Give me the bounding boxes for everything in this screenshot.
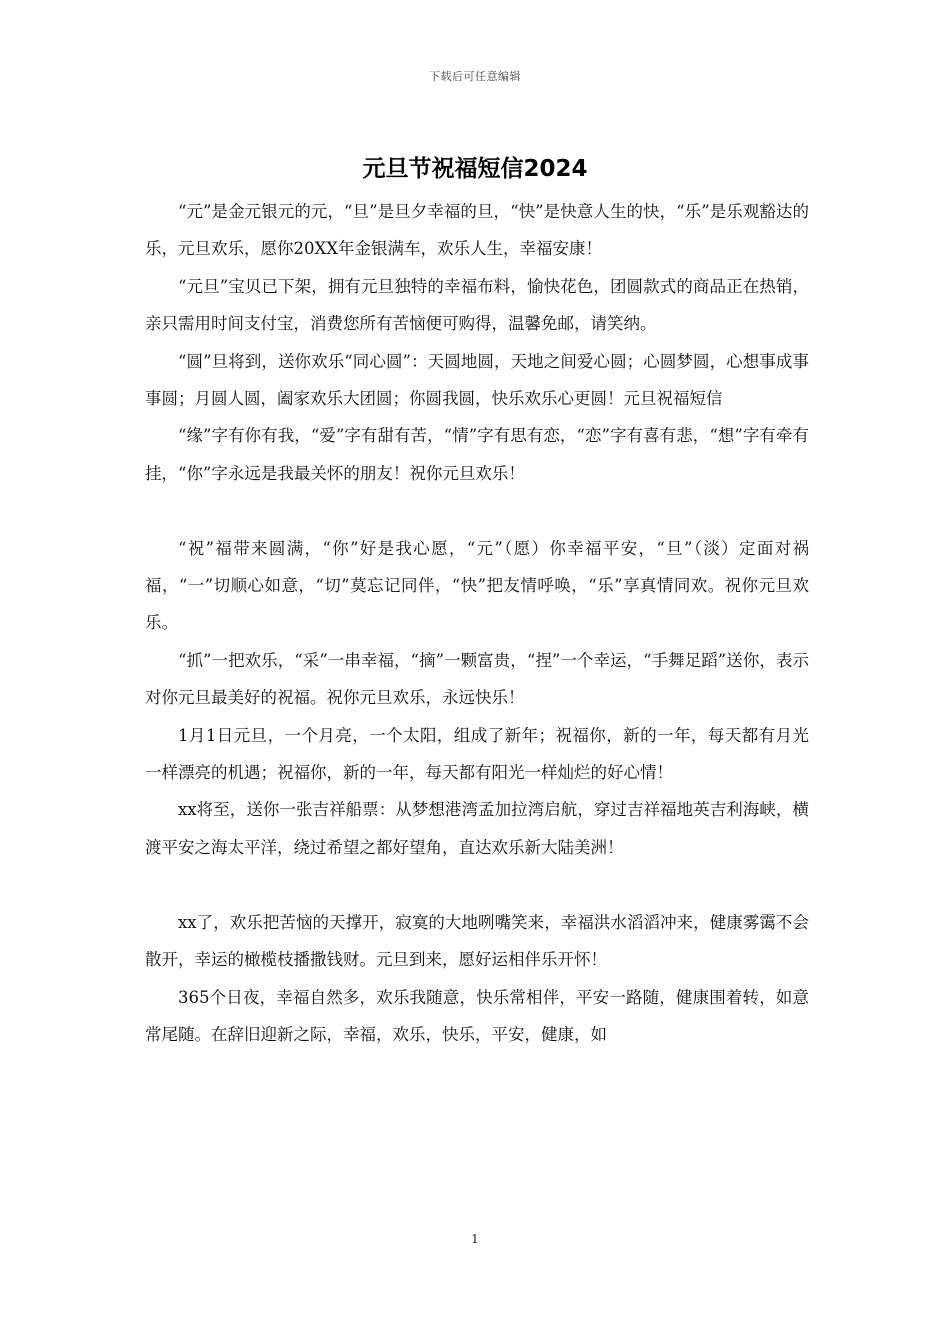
paragraph: “元”是金元银元的元，“旦”是旦夕幸福的旦，“快”是快意人生的快，“乐”是乐观豁达的乐，元旦欢乐，愿你20XX年金银满车，欢乐人生，幸福安康！: [145, 202, 809, 259]
paragraph: “元旦”宝贝已下架，拥有元旦独特的幸福布料，愉快花色，团圆款式的商品正在热销，亲只需用时间支付宝，消费您所有苦恼便可购得，温馨免邮，请笑纳。: [145, 276, 809, 334]
paragraph: xx了，欢乐把苦恼的天撑开，寂寞的大地咧嘴笑来，幸福洪水滔滔冲来，健康雾霭不会散开，幸运的橄榄枝播撒钱财。元旦到来，愿好运相伴乐开怀！: [145, 912, 809, 970]
document-title: 元旦节祝福短信2024: [362, 156, 588, 182]
paragraph: xx将至，送你一张吉祥船票：从梦想港湾孟加拉湾启航，穿过吉祥福地英吉利海峡，横渡平安之海太平洋，绕过希望之都好望角，直达欢乐新大陆美洲！: [145, 800, 809, 857]
paragraph: “圆”旦将到，送你欢乐“同心圆”：天圆地圆，天地之间爱心圆；心圆梦圆，心想事成事事圆；月圆人圆，阖家欢乐大团圆；你圆我圆，快乐欢乐心更圆！元旦祝福短信: [145, 351, 809, 409]
paragraph: 365个日夜，幸福自然多，欢乐我随意，快乐常相伴，平安一路随，健康围着转，如意常尾随。在辞旧迎新之际，幸福，欢乐，快乐，平安，健康，如: [145, 987, 809, 1044]
header-note: 下载后可任意编辑: [429, 70, 521, 83]
paragraph: “缘”字有你有我，“爱”字有甜有苦，“情”字有思有恋，“恋”字有喜有悲，“想”字有牵有挂，“你”字永远是我最关怀的朋友！祝你元旦欢乐！: [145, 426, 809, 483]
paragraph: “抓”一把欢乐，“采”一串幸福，“摘”一颗富贵，“捏”一个幸运，“手舞足蹈”送你，表示对你元旦最美好的祝福。祝你元旦欢乐，永远快乐！: [145, 650, 809, 708]
page-number: 1: [471, 1232, 479, 1246]
document-body: [145, 193, 809, 1053]
paragraph: “祝”福带来圆满，“你”好是我心愿，“元”（愿）你幸福平安，“旦”（淡）定面对祸福，“一”切顺心如意，“切”莫忘记同伴，“快”把友情呼唤，“乐”享真情同欢。祝你元旦欢乐。: [145, 538, 809, 633]
paragraph: 1月1日元旦，一个月亮，一个太阳，组成了新年；祝福你，新的一年，每天都有月光一样漂亮的机遇；祝福你，新的一年，每天都有阳光一样灿烂的好心情！: [145, 725, 809, 783]
